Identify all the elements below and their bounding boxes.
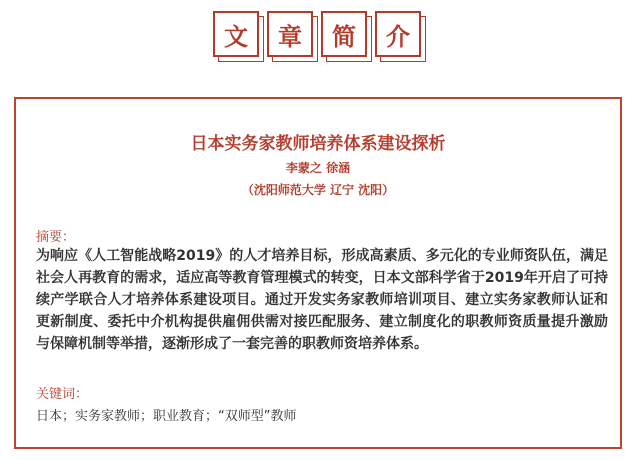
paper-authors: 李蒙之 徐涵 bbox=[285, 161, 351, 175]
keywords-label: 关键词： bbox=[36, 387, 89, 402]
paper-affiliation: （沈阳师范大学 辽宁 沈阳） bbox=[241, 183, 395, 197]
abstract-label: 摘要： bbox=[36, 230, 76, 245]
abstract-card bbox=[14, 97, 622, 449]
header-char: 介 bbox=[386, 22, 410, 51]
paper-title: 日本实务家教师培养体系建设探析 bbox=[190, 134, 446, 154]
abstract-text: 为响应《人工智能战略2019》的人才培养目标，形成高素质、多元化的专业师资队伍，满足社会人再教育的需求，适应高等教育管理模式的转变，日本文部科学省于2019年开启了可持续产学联合人才培养体系建设项目。通过开发实务家教师培训项目、建立实务家教师认证和更新制度、委托中介机构提供雇佣供需对接匹配服务、建立制度化的职教师资质量提升激励与保障机制等举措，逐渐形成了一套完善的职教师资培养体系。 bbox=[36, 248, 608, 352]
header-char: 文 bbox=[224, 22, 248, 51]
header-char: 简 bbox=[332, 22, 356, 51]
header-char-box bbox=[213, 11, 259, 57]
header-char-box bbox=[321, 11, 367, 57]
section-header bbox=[0, 11, 634, 57]
keywords-text: 日本；实务家教师；职业教育；“双师型”教师 bbox=[36, 409, 297, 424]
header-char: 章 bbox=[278, 22, 302, 51]
header-char-box bbox=[375, 11, 421, 57]
header-char-box bbox=[267, 11, 313, 57]
